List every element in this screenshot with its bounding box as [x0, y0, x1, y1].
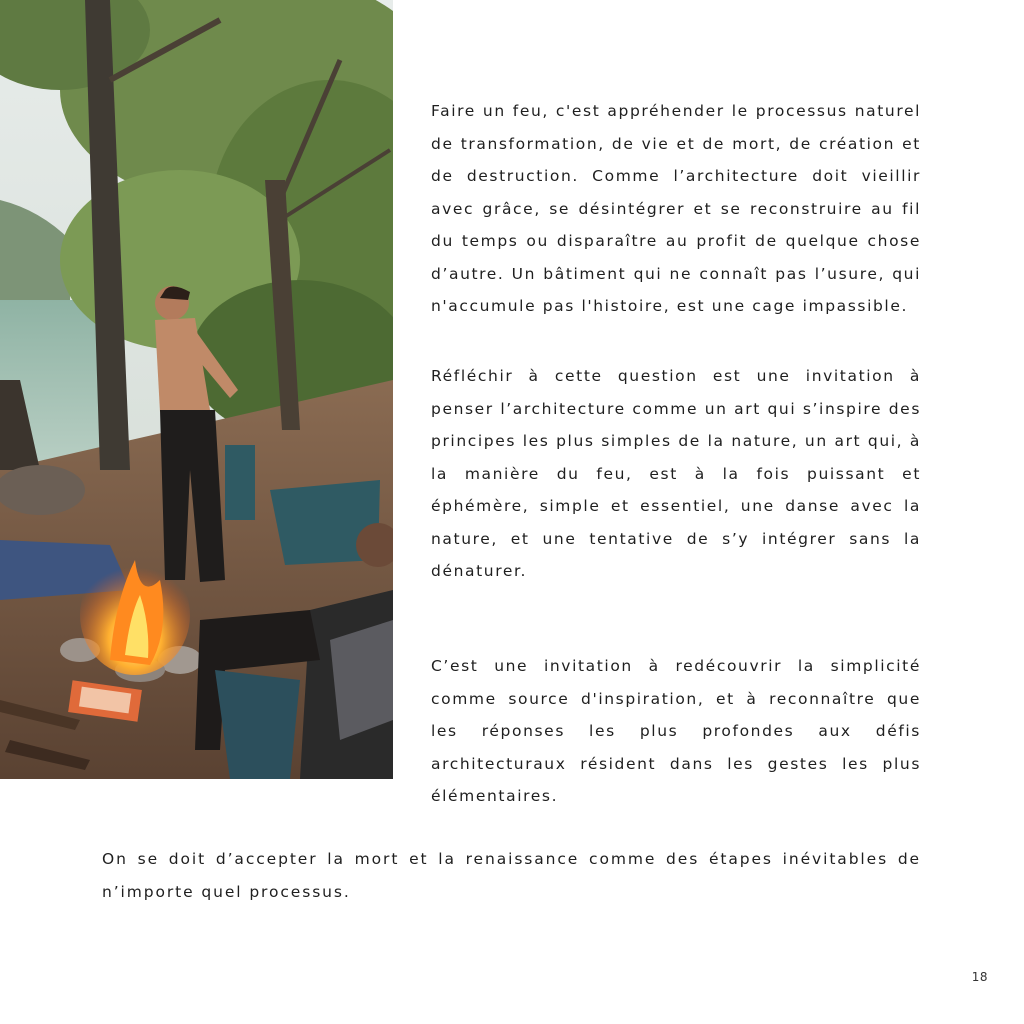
paragraph-conclusion: On se doit d’accepter la mort et la renaissance comme des étapes inévitables de n’importe quel processus. [102, 850, 921, 901]
paragraph-invitation: C’est une invitation à redécouvrir la simplicité comme source d'inspiration, et à reconnaître que les réponses les plus profondes aux défis architecturaux résident dans les gestes les plus élémentaires. [431, 657, 921, 805]
paragraph-fire: Faire un feu, c'est appréhender le processus naturel de transformation, de vie et de mort, de création et de destruction. Comme l’architecture doit vieillir avec grâce, se désintégrer et se reconstruire au fil du temps ou disparaître au profit de quelque chose d’autre. Un bâtiment qui ne connaît pas l’usure, qui n'accumule pas l'histoire, est une cage impassible. [431, 102, 921, 315]
paragraph-reflection: Réfléchir à cette question est une invitation à penser l’architecture comme un art qui s’inspire des principes les plus simples de la nature, un art qui, à la manière du feu, est à la fois puissant et éphémère, simple et essentiel, une danse avec la nature, et une tentative de s’y intégrer sans la dénaturer. [431, 367, 921, 580]
campfire-photo [0, 0, 393, 779]
page-number: 18 [971, 970, 988, 984]
